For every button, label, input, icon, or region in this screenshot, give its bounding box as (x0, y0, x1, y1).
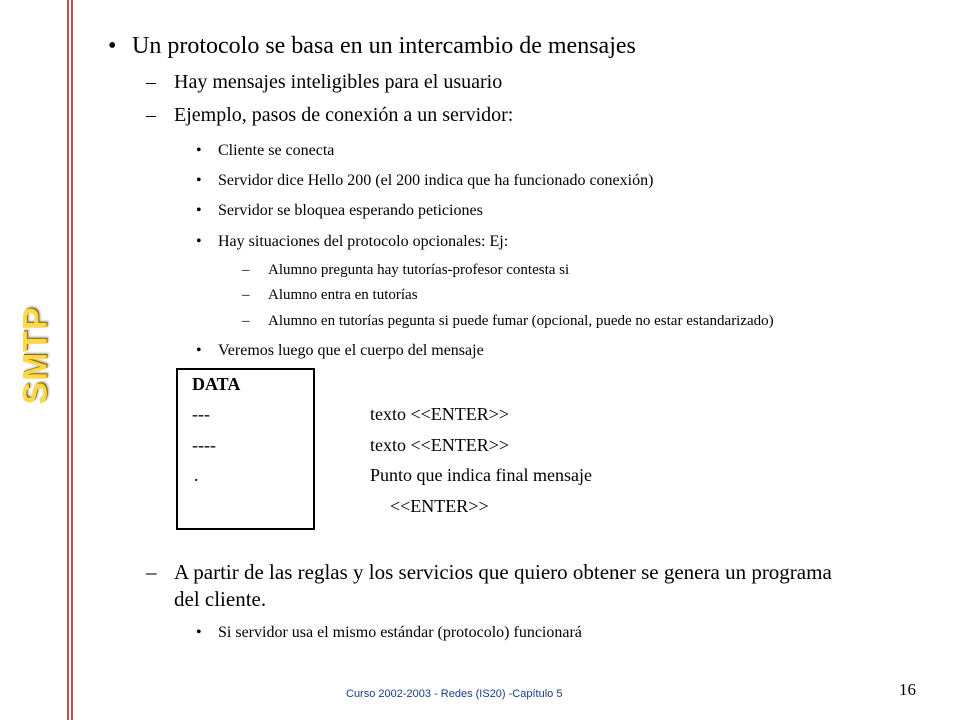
side-title (6, 300, 66, 410)
page-number: 16 (899, 680, 916, 699)
sub-bullet-item (196, 233, 509, 251)
bullet-marker: • (196, 142, 202, 159)
subsub-text: Alumno entra en tutorías (268, 287, 418, 303)
dash-marker: – (146, 104, 156, 126)
data-row-right: <<ENTER>> (390, 496, 489, 516)
bullet-marker: • (108, 33, 117, 59)
dash-marker: – (242, 287, 250, 303)
data-row-right: texto <<ENTER>> (370, 435, 510, 455)
sub-bullet-text: Servidor dice Hello 200 (el 200 indica que ha funcionado conexión) (218, 172, 654, 189)
bullet-marker: • (196, 172, 202, 189)
dash-text: Ejemplo, pasos de conexión a un servidor: (174, 104, 514, 126)
sub-bullet-text: Si servidor usa el mismo estándar (protocolo) funcionará (218, 624, 582, 641)
dash-item (146, 71, 503, 94)
dash-text: Hay mensajes inteligibles para el usuario (174, 71, 503, 93)
bullet-item (108, 33, 636, 60)
dash-item-continuation: del cliente. (174, 587, 267, 611)
side-rule-left (67, 0, 69, 720)
sub-bullet-text: Servidor se bloquea esperando peticiones (218, 202, 483, 219)
data-row-left: ---- (192, 435, 216, 455)
subsub-text: Alumno pregunta hay tutorías-profesor contesta si (268, 262, 570, 278)
dash-marker: – (242, 262, 250, 278)
dash-text: A partir de las reglas y los servicios que quiero obtener se genera un programa (174, 560, 832, 584)
bullet-marker: • (196, 202, 202, 219)
data-row-right: Punto que indica final mensaje (370, 465, 592, 485)
dash-item (146, 104, 514, 127)
side-rule-right (71, 0, 73, 720)
sub-bullet-item (196, 624, 582, 642)
subsub-item (242, 287, 418, 304)
sub-bullet-item (196, 342, 484, 360)
sub-bullet-item (196, 172, 654, 190)
data-row-left: . (194, 465, 199, 485)
data-row-right: texto <<ENTER>> (370, 404, 510, 424)
dash-marker: – (242, 313, 250, 329)
side-title-text: SMTP (16, 305, 55, 405)
subsub-item (242, 262, 570, 279)
bullet-marker: • (196, 233, 202, 250)
data-header: DATA (192, 374, 241, 394)
dash-marker: – (146, 560, 157, 584)
sub-bullet-text: Hay situaciones del protocolo opcionales: Ej: (218, 233, 509, 250)
subsub-item (242, 313, 774, 330)
sub-bullet-text: Veremos luego que el cuerpo del mensaje (218, 342, 484, 359)
sub-bullet-text: Cliente se conecta (218, 142, 335, 159)
bullet-marker: • (196, 342, 202, 359)
sub-bullet-item (196, 142, 335, 160)
data-row-left: --- (192, 404, 210, 424)
bullet-marker: • (196, 624, 202, 641)
dash-item (146, 560, 832, 585)
subsub-text: Alumno en tutorías pegunta si puede fumar (opcional, puede no estar estandarizado) (268, 313, 774, 329)
dash-marker: – (146, 71, 156, 93)
bullet-text: Un protocolo se basa en un intercambio de mensajes (132, 33, 636, 59)
sub-bullet-item (196, 202, 483, 220)
footer-course: Curso 2002-2003 - Redes (IS20) -Capítulo 5 (346, 688, 563, 700)
